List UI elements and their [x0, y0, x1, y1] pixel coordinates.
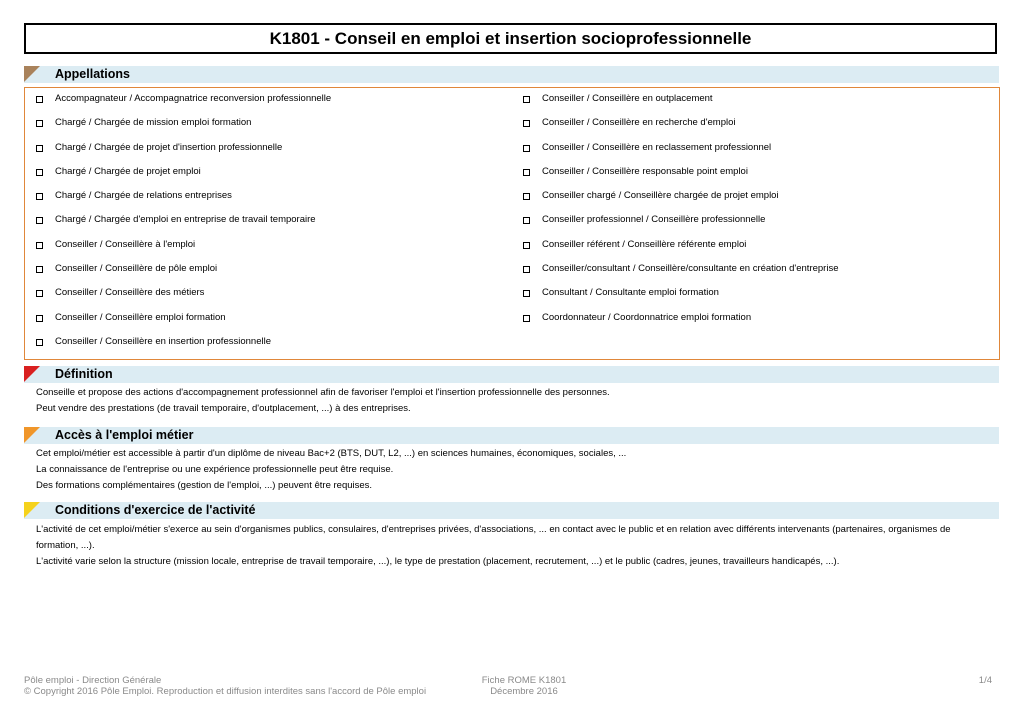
appellation-label: Conseiller / Conseillère de pôle emploi — [55, 263, 218, 275]
appellation-item — [25, 213, 331, 237]
checkbox-bullet-icon — [36, 217, 43, 224]
section-marker-conditions-icon — [24, 502, 40, 518]
conditions-line: L'activité varie selon la structure (mission locale, entreprise de travail temporaire, ...), le type de prestation (placement, recrutement, ...) et le public (cadres, jeunes, travailleurs handicapés, ...). — [36, 556, 840, 567]
appellation-label: Chargé / Chargée de projet d'insertion professionnelle — [55, 141, 283, 153]
appellation-item — [25, 286, 331, 310]
checkbox-bullet-icon — [523, 242, 530, 249]
appellation-item — [512, 116, 838, 140]
appellation-label: Conseiller référent / Conseillère référente emploi — [542, 238, 747, 250]
footer-page-number: 1/4 — [978, 675, 992, 686]
appellation-item — [512, 213, 838, 237]
section-header-definition — [24, 366, 999, 383]
conditions-text — [36, 522, 986, 570]
checkbox-bullet-icon — [36, 193, 43, 200]
definition-text — [36, 385, 986, 417]
appellation-label: Conseiller / Conseillère en insertion professionnelle — [55, 335, 271, 347]
checkbox-bullet-icon — [523, 145, 530, 152]
appellation-item — [512, 238, 838, 262]
checkbox-bullet-icon — [523, 96, 530, 103]
section-header-acces — [24, 427, 999, 444]
appellation-item — [25, 189, 331, 213]
checkbox-bullet-icon — [36, 315, 43, 322]
appellation-label: Chargé / Chargée d'emploi en entreprise de travail temporaire — [55, 214, 316, 226]
section-title-acces: Accès à l'emploi métier — [55, 428, 194, 442]
appellation-label: Conseiller chargé / Conseillère chargée de projet emploi — [542, 190, 779, 202]
appellation-item — [512, 262, 838, 286]
appellations-left-column — [25, 92, 331, 359]
section-header-conditions — [24, 502, 999, 519]
checkbox-bullet-icon — [36, 96, 43, 103]
appellation-item — [25, 335, 331, 359]
checkbox-bullet-icon — [36, 290, 43, 297]
definition-line: Conseille et propose des actions d'accompagnement professionnel afin de favoriser l'emploi et l'insertion professionnelle des personnes. — [36, 387, 610, 398]
appellation-item — [512, 141, 838, 165]
appellation-item — [25, 116, 331, 140]
appellation-label: Conseiller / Conseillère à l'emploi — [55, 238, 196, 250]
checkbox-bullet-icon — [523, 217, 530, 224]
footer-copyright: © Copyright 2016 Pôle Emploi. Reproduction et diffusion interdites sans l'accord de Pôle emploi — [24, 686, 427, 697]
appellation-label: Conseiller / Conseillère emploi formation — [55, 311, 226, 323]
definition-line: Peut vendre des prestations (de travail temporaire, d'outplacement, ...) à des entreprises. — [36, 403, 411, 414]
footer-org: Pôle emploi - Direction Générale — [24, 675, 162, 686]
appellation-label: Chargé / Chargée de relations entreprises — [55, 190, 232, 202]
section-header-appellations — [24, 66, 999, 83]
checkbox-bullet-icon — [36, 145, 43, 152]
acces-line: Cet emploi/métier est accessible à partir d'un diplôme de niveau Bac+2 (BTS, DUT, L2, ...) en sciences humaines, économiques, sociales, ... — [36, 448, 627, 459]
checkbox-bullet-icon — [523, 290, 530, 297]
appellation-item — [25, 92, 331, 116]
checkbox-bullet-icon — [523, 169, 530, 176]
footer-left — [24, 675, 426, 697]
acces-line: La connaissance de l'entreprise ou une expérience professionnelle peut être requise. — [36, 464, 394, 475]
appellation-label: Conseiller / Conseillère des métiers — [55, 287, 205, 299]
section-marker-appellations-icon — [24, 66, 40, 82]
checkbox-bullet-icon — [36, 339, 43, 346]
appellation-item — [25, 238, 331, 262]
appellation-label: Chargé / Chargée de projet emploi — [55, 165, 201, 177]
checkbox-bullet-icon — [523, 315, 530, 322]
checkbox-bullet-icon — [523, 193, 530, 200]
appellation-item — [25, 311, 331, 335]
checkbox-bullet-icon — [523, 120, 530, 127]
acces-line: Des formations complémentaires (gestion de l'emploi, ...) peuvent être requises. — [36, 480, 373, 491]
acces-text — [36, 446, 986, 494]
appellation-label: Consultant / Consultante emploi formation — [542, 287, 719, 299]
appellation-label: Coordonnateur / Coordonnatrice emploi formation — [542, 311, 752, 323]
appellation-item — [512, 286, 838, 310]
appellation-item — [25, 141, 331, 165]
appellations-right-column — [512, 92, 838, 335]
section-marker-acces-icon — [24, 427, 40, 443]
footer-fiche: Fiche ROME K1801 — [481, 675, 567, 686]
section-marker-definition-icon — [24, 366, 40, 382]
appellation-label: Conseiller / Conseillère en recherche d'emploi — [542, 117, 736, 129]
appellation-item — [512, 92, 838, 116]
appellation-label: Conseiller / Conseillère responsable point emploi — [542, 165, 748, 177]
appellation-item — [512, 189, 838, 213]
appellation-item — [25, 165, 331, 189]
section-title-conditions: Conditions d'exercice de l'activité — [55, 503, 256, 517]
page-title: K1801 - Conseil en emploi et insertion socioprofessionnelle — [24, 23, 997, 54]
section-title-definition: Définition — [55, 367, 113, 381]
appellation-label: Conseiller / Conseillère en outplacement — [542, 93, 713, 104]
checkbox-bullet-icon — [36, 120, 43, 127]
appellation-label: Accompagnateur / Accompagnatrice reconversion professionnelle — [55, 93, 332, 104]
appellation-label: Conseiller/consultant / Conseillère/consultante en création d'entreprise — [542, 263, 839, 275]
checkbox-bullet-icon — [36, 242, 43, 249]
footer-date: Décembre 2016 — [490, 686, 558, 697]
section-title-appellations: Appellations — [55, 67, 131, 81]
checkbox-bullet-icon — [36, 169, 43, 176]
appellations-list-box — [24, 87, 1000, 360]
appellation-label: Conseiller professionnel / Conseillère professionnelle — [542, 214, 766, 226]
appellation-item — [512, 165, 838, 189]
checkbox-bullet-icon — [36, 266, 43, 273]
appellation-label: Conseiller / Conseillère en reclassement professionnel — [542, 141, 772, 153]
footer-center — [464, 675, 584, 697]
conditions-line: L'activité de cet emploi/métier s'exerce au sein d'organismes publics, consulaires, d'entreprises privées, d'associations, ... en contact avec le public et en relation avec différents intervenants (partenaires, organismes de formation, ...). — [36, 524, 951, 551]
appellation-label: Chargé / Chargée de mission emploi formation — [55, 117, 252, 129]
checkbox-bullet-icon — [523, 266, 530, 273]
appellation-item — [512, 311, 838, 335]
appellation-item — [25, 262, 331, 286]
